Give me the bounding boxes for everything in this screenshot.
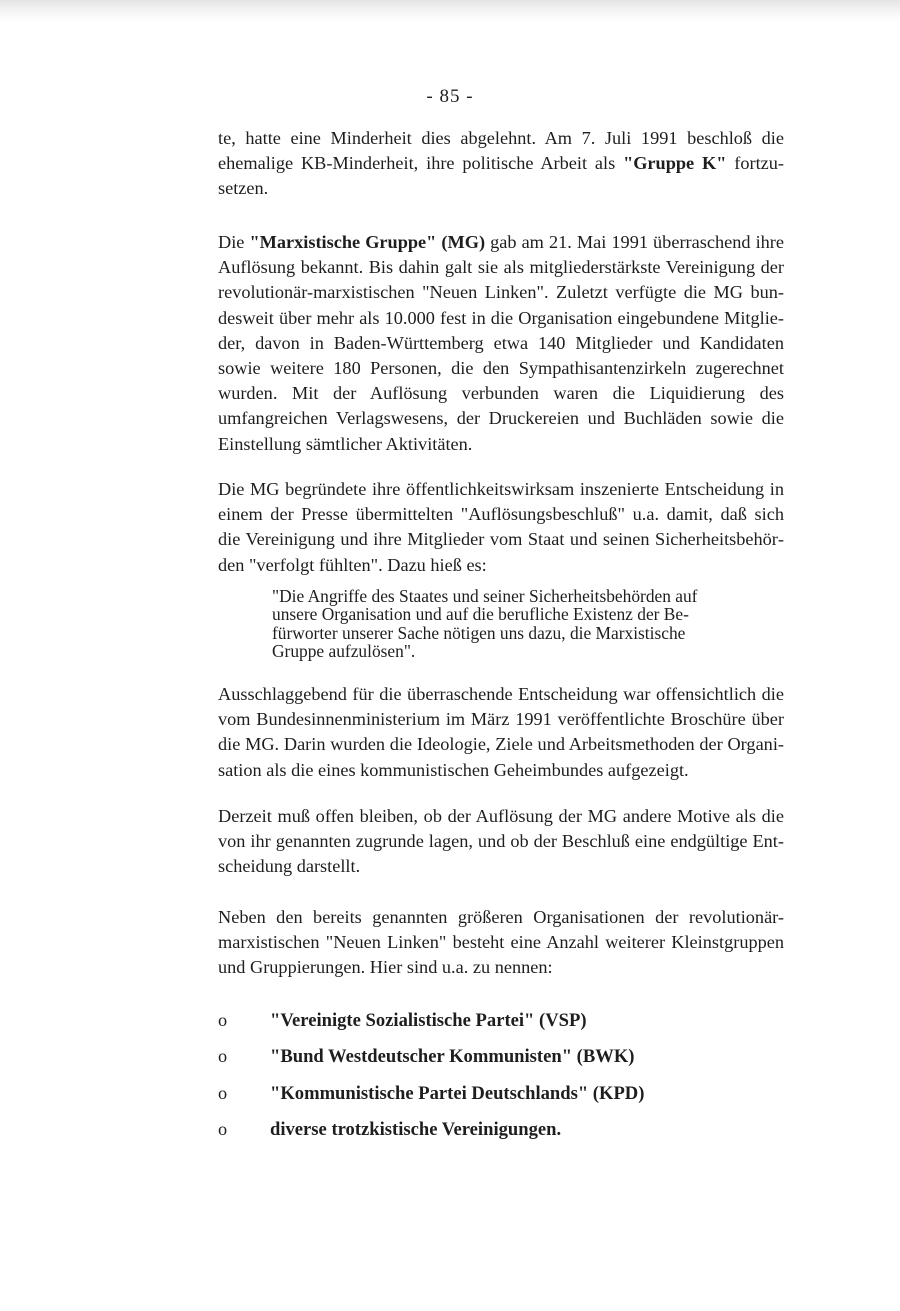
list-item-label: "Vereinigte Sozialistische Partei" (VSP)	[270, 1010, 587, 1031]
emphasized-term: "Marxistische Gruppe" (MG)	[249, 232, 486, 252]
list-bullet: o	[218, 1046, 228, 1067]
paragraph-text: Die MG begründete ihre öffentlichkeitswirksam inszenierte Entscheidung in einem der Presse übermittelten "Auflösungsbeschluß" u.a. damit, daß sich die Vereinigung und ihre Mitglieder vom Staat und seinen Sicherheitsbehörden "verfolgt fühlten". Dazu hieß es:	[218, 479, 784, 575]
list-bullet: o	[218, 1010, 228, 1030]
paragraph-text: Neben den bereits genannten größeren Organisationen der revolutionär-marxistischen "Neuen Linken" besteht eine Anzahl weiterer Kleinstgruppen und Gruppierungen. Hier sind u.a. zu nennen:	[218, 907, 784, 978]
paragraph-motive	[218, 804, 784, 880]
paragraph-aufloesungsbeschluss	[218, 477, 784, 578]
quote-block	[272, 587, 742, 661]
list-item	[218, 1010, 784, 1046]
list-bullet: o	[218, 1082, 228, 1103]
list-item	[218, 1083, 784, 1119]
list-item-label: "Kommunistische Partei Deutschlands" (KPD)	[270, 1082, 645, 1104]
paragraph-marxistische-gruppe	[218, 230, 784, 457]
quote-line: "Die Angriffe des Staates und seiner Sicherheitsbehörden auf	[272, 586, 698, 606]
paragraph-broschuere	[218, 682, 784, 783]
paragraph-text: Ausschlaggebend für die überraschende Entscheidung war offensichtlich die vom Bundesinnenministerium im März 1991 veröffentlichte Broschüre über die MG. Darin wurden die Ideologie, Ziele und Arbeitsmethoden der Organisation als die eines kommunistischen Geheimbundes aufgezeigt.	[218, 684, 784, 780]
quote-line: fürworter unserer Sache nötigen uns dazu, die Marxistische	[272, 622, 686, 643]
organisations-list	[218, 1010, 784, 1155]
paragraph-text: Die	[218, 232, 250, 252]
paragraph-text: gab am 21. Mai 1991 überraschend ihre Auflösung bekannt. Bis dahin galt sie als mitgliederstärkste Vereinigung der revolutionär-marxistischen "Neuen Linken". Zuletzt verfügte die MG bundesweit über mehr als 10.000 fest in die Organisation eingebundene Mitglieder, davon in Baden-Württemberg etwa 140 Mitglieder und Kandidaten sowie weitere 180 Personen, die den Sympathisantenzirkeln zugerechnet wurden. Mit der Auflösung verbunden waren die Liquidierung des umfangreichen Verlagswesens, der Druckereien und Buchläden sowie die Einstellung sämtlicher Aktivitäten.	[218, 232, 784, 454]
list-bullet: o	[218, 1118, 228, 1139]
list-item	[218, 1119, 784, 1155]
list-item	[218, 1046, 784, 1082]
paragraph-text: Derzeit muß offen bleiben, ob der Auflösung der MG andere Motive als die von ihr genannten zugrunde lagen, und ob der Beschluß eine endgültige Entscheidung darstellt.	[218, 806, 784, 877]
paragraph-text: fortzusetzen.	[218, 153, 784, 199]
paragraph-gruppe-k	[218, 126, 784, 202]
quote-line: unsere Organisation und auf die berufliche Existenz der Be-	[272, 604, 689, 625]
list-item-label: "Bund Westdeutscher Kommunisten" (BWK)	[270, 1046, 635, 1068]
paragraph-text: te, hatte eine Minderheit dies abgelehnt. Am 7. Juli 1991 beschloß die ehemalige KB-Minderheit, ihre politische Arbeit als	[218, 128, 784, 174]
list-item-label: diverse trotzkistische Vereinigungen.	[270, 1118, 562, 1140]
page-number: - 85 -	[426, 86, 474, 107]
quote-line: Gruppe aufzulösen".	[272, 641, 416, 662]
emphasized-term: "Gruppe K"	[623, 153, 727, 174]
paragraph-kleinstgruppen	[218, 905, 784, 981]
